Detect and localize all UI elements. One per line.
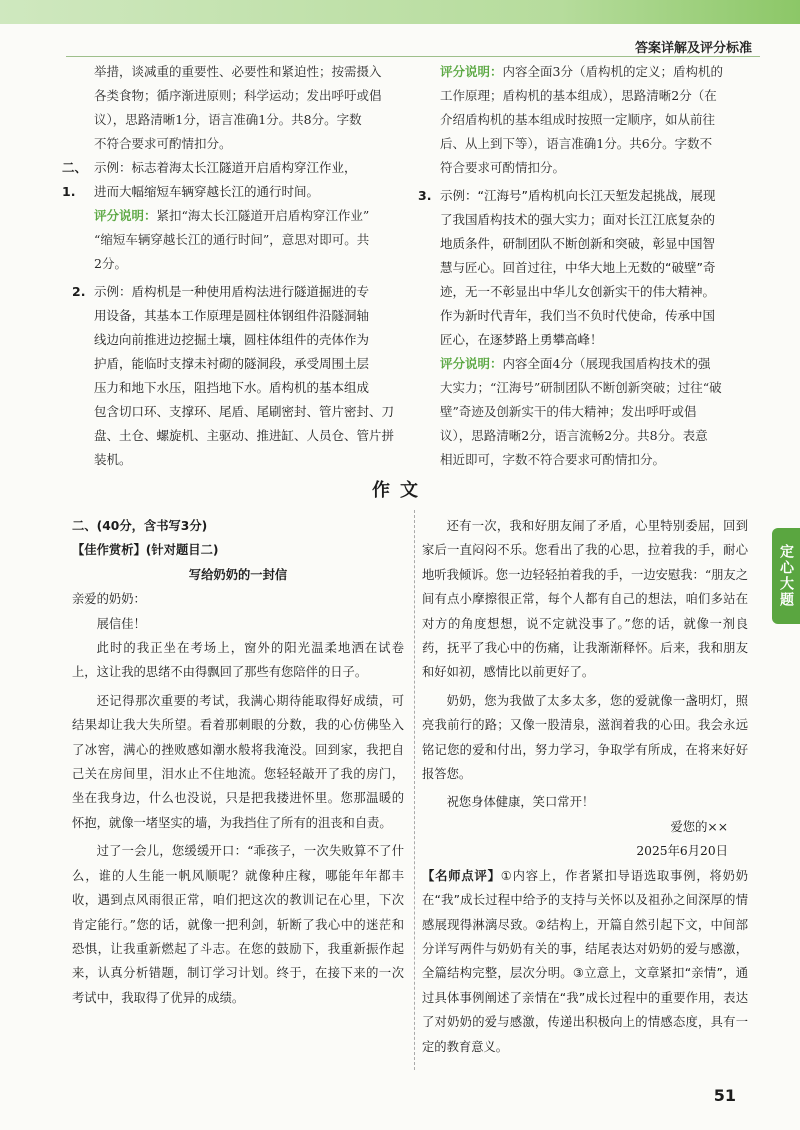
top-color-bar bbox=[0, 0, 800, 24]
essay-right-column bbox=[422, 514, 748, 1059]
scoring-note: 2分。 bbox=[94, 256, 127, 271]
scoring-label: 评分说明： bbox=[440, 356, 503, 371]
scoring-note: 符合要求可酌情扣分。 bbox=[440, 160, 566, 175]
scoring-note: 壁”奇迹及创新实干的伟大精神；发出呼吁或倡 bbox=[440, 404, 697, 419]
letter-title: 写给奶奶的一封信 bbox=[188, 567, 288, 582]
scoring-note: 大实力；“江海号”研制团队不断创新突破；过往“破 bbox=[440, 380, 722, 395]
signature: 爱您的×× bbox=[670, 819, 728, 834]
comment-label: 【名师点评】 bbox=[422, 868, 501, 883]
scoring-note: 内容全面3分（盾构机的定义；盾构机的 bbox=[502, 64, 723, 79]
essay-paragraph: 还记得那次重要的考试，我满心期待能取得好成绩，可结果却让我大失所望。看着那刺眼的分数，我的心仿佛坠入了冰窖，满心的挫败感如潮水般将我淹没。回到家，我把自己关在房间里，泪水止不住地流。您轻轻敲开了我的房门，坐在我身边，什么也没说，只是把我搂进怀里。您那温暖的怀抱，就像一堵坚实的墙，为我挡住了所有的沮丧和自责。 bbox=[72, 693, 404, 830]
right-answers-column bbox=[418, 60, 750, 472]
essay-left-column bbox=[72, 514, 404, 1010]
essay-paragraph: 还有一次，我和好朋友闹了矛盾，心里特别委屈，回到家后一直闷闷不乐。您看出了我的心思，拉着我的手，耐心地听我倾诉。您一边轻轻拍着我的手，一边安慰我：“朋友之间有点小摩擦很正常，每个人都有自己的想法，咱们多站在对方的角度想想，说不定就没事了。”您的话，就像一剂良药，抚平了我心中的伤痛，让我渐渐释怀。后来，我和朋友和好如初，感情比以前更好了。 bbox=[422, 519, 749, 680]
scoring-note: 紧扣“海太长江隧道开启盾构穿江作业” bbox=[156, 208, 370, 223]
part-label: 二、(40分，含书写3分) bbox=[72, 519, 208, 533]
scoring-note: “缩短车辆穿越长江的通行时间”，意思对即可。共 bbox=[94, 232, 370, 247]
scoring-note: 内容全面4分（展现我国盾构技术的强 bbox=[502, 356, 711, 371]
letter-date: 2025年6月20日 bbox=[636, 844, 728, 859]
scoring-note: 议），思路清晰2分，语言流畅2分。共8分。表意 bbox=[440, 428, 708, 443]
answer-q1 bbox=[62, 156, 404, 276]
answer-line: 盘、土仓、螺旋机、主驱动、推进缸、人员仓、管片拼 bbox=[94, 428, 395, 443]
answer-line: 地质条件，研制团队不断创新和突破，彰显中国智 bbox=[440, 236, 716, 251]
scoring-note: 相近即可，字数不符合要求可酌情扣分。 bbox=[440, 452, 666, 467]
note-line: 不符合要求可酌情扣分。 bbox=[94, 136, 232, 151]
answer-line: 包含切口环、支撑环、尾盾、尾刷密封、管片密封、刀 bbox=[94, 404, 395, 419]
answer-line: 示例：“江海号”盾构机向长江天堑发起挑战，展现 bbox=[440, 188, 716, 203]
answer-line: 迹，无一不彰显出中华儿女创新实干的伟大精神。 bbox=[440, 284, 716, 299]
scoring-block-2 bbox=[418, 60, 750, 180]
section-title: 作文 bbox=[372, 480, 428, 501]
answer-q3 bbox=[418, 184, 750, 472]
answer-line: 用设备，其基本工作原理是圆柱体钢组件沿隧洞轴 bbox=[94, 308, 370, 323]
answer-line: 匠心，在逐梦路上勇攀高峰！ bbox=[440, 332, 603, 347]
answer-line: 线边向前推进边挖掘土壤，圆柱体组件的壳体作为 bbox=[94, 332, 370, 347]
scoring-note: 工作原理；盾构机的基本组成），思路清晰2分（在 bbox=[440, 88, 717, 103]
scoring-label: 评分说明： bbox=[94, 208, 157, 223]
scoring-label: 评分说明： bbox=[440, 64, 503, 79]
scoring-note: 后、从上到下等），语言准确1分。共6分。字数不 bbox=[440, 136, 713, 151]
answer-line: 压力和地下水压，阻挡地下水。盾构机的基本组成 bbox=[94, 380, 370, 395]
essay-paragraph: 祝您身体健康，笑口常开！ bbox=[446, 795, 595, 810]
answer-line: 装机。 bbox=[94, 452, 132, 467]
header-title: 答案详解及评分标准 bbox=[634, 41, 752, 56]
answer-line: 示例：标志着海太长江隧道开启盾构穿江作业， bbox=[94, 160, 357, 175]
note-line: 议），思路清晰1分，语言准确1分。共8分。字数 bbox=[94, 112, 362, 127]
answer-line: 示例：盾构机是一种使用盾构法进行隧道掘进的专 bbox=[94, 284, 370, 299]
question-number: 2. bbox=[72, 284, 86, 299]
answer-line: 护盾，能临时支撑未衬砌的隧洞段，承受周围土层 bbox=[94, 356, 370, 371]
salutation: 亲爱的奶奶： bbox=[72, 592, 146, 607]
appreciation-label: 【佳作赏析】(针对题目二) bbox=[72, 543, 219, 558]
page-number: 51 bbox=[713, 1086, 736, 1105]
answer-line: 作为新时代青年，我们当不负时代使命，传承中国 bbox=[440, 308, 716, 323]
essay-paragraph: 奶奶，您为我做了太多太多，您的爱就像一盏明灯，照亮我前行的路；又像一股清泉，滋润着我的心田。我会永远铭记您的爱和付出，努力学习，争取学有所成，在将来好好报答您。 bbox=[422, 693, 748, 782]
left-answers-column bbox=[62, 60, 404, 472]
side-tab[interactable] bbox=[772, 528, 800, 624]
column-divider bbox=[414, 510, 415, 1070]
answer-line: 慧与匠心。回首过往，中华大地上无数的“破壁”奇 bbox=[440, 260, 716, 275]
essay-paragraph: 过了一会儿，您缓缓开口：“乖孩子，一次失败算不了什么，谁的人生能一帆风顺呢？就像种庄稼，哪能年年都丰收，遇到点风雨很正常，咱们把这次的教训记在心里，下次肯定能行。”您的话，就像一把利剑，斩断了我心中的迷茫和恐惧，让我重新燃起了斗志。在您的鼓励下，我重新振作起来，认真分析错题，制订学习计划。终于，在接下来的一次考试中，我取得了优异的成绩。 bbox=[72, 844, 404, 1005]
note-line: 举措，谈减重的重要性、必要性和紧迫性；按需摄入 bbox=[94, 64, 382, 79]
question-number: 二、1. bbox=[62, 160, 88, 199]
note-line: 各类食物；循序渐进原则；科学运动；发出呼吁或倡 bbox=[94, 88, 382, 103]
scoring-note: 介绍盾构机的基本组成时按照一定顺序，如从前往 bbox=[440, 112, 716, 127]
teacher-comment: ①内容上，作者紧扣导语选取事例，将奶奶在“我”成长过程中给予的支持与关怀以及祖孙之间深厚的情感展现得淋漓尽致。②结构上，开篇自然引起下文，中间部分详写两件与奶奶有关的事，结尾表达对奶奶的爱与感激，全篇结构完整，层次分明。③立意上，文章紧扣“亲情”，通过具体事例阐述了亲情在“我”成长过程中的重要作用，表达了对奶奶的爱与感激，传递出积极向上的情感态度，具有一定的教育意义。 bbox=[422, 868, 748, 1054]
answer-line: 了我国盾构技术的强大实力；面对长江江底复杂的 bbox=[440, 212, 716, 227]
answer-line: 进而大幅缩短车辆穿越长江的通行时间。 bbox=[94, 184, 320, 199]
answer-q2 bbox=[72, 280, 404, 472]
header-rule bbox=[66, 56, 760, 57]
greeting: 展信佳！ bbox=[96, 616, 146, 631]
side-tab-label: 定心大题 bbox=[778, 544, 794, 608]
essay-paragraph: 此时的我正坐在考场上，窗外的阳光温柔地洒在试卷上，这让我的思绪不由得飘回了那些有您陪伴的日子。 bbox=[72, 641, 404, 680]
continued-note bbox=[72, 60, 404, 156]
question-number: 3. bbox=[418, 188, 432, 203]
